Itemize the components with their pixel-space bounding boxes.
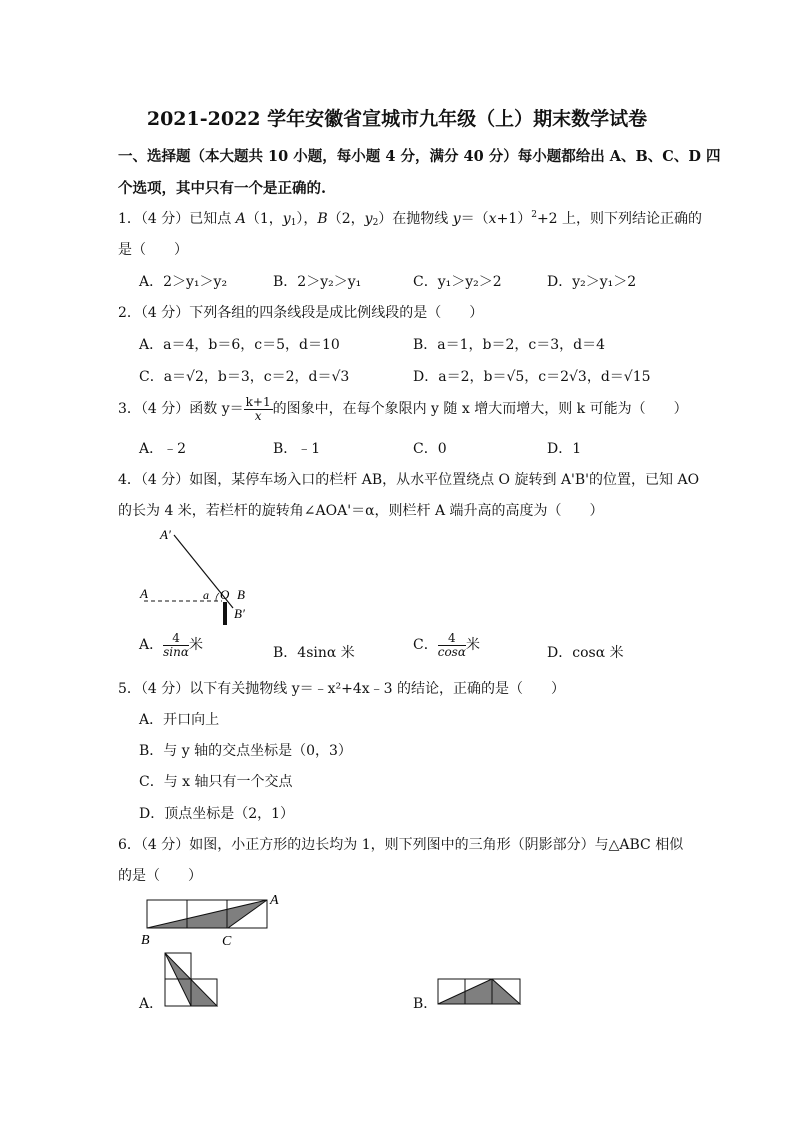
- question-6-line1: 6．（4 分）如图，小正方形的边长均为 1，则下列图中的三角形（阴影部分）与△ABC 相似: [118, 837, 684, 853]
- fig6-label-b: B: [141, 933, 150, 948]
- question-1-line2: 是（ ）: [118, 242, 188, 258]
- question-3-option-a: A．﹣2: [139, 441, 187, 457]
- question-3-option-c: C．0: [413, 441, 447, 457]
- question-2-option-d: D．a＝2，b＝√5，c＝2√3，d＝√15: [413, 369, 651, 385]
- fig6-label-a: A: [270, 893, 279, 908]
- option-a-denominator: sinα: [163, 644, 189, 659]
- question-3-stem: [118, 396, 688, 422]
- question-5-option-a: A．开口向上: [139, 712, 220, 728]
- question-4-line1: 4．（4 分）如图，某停车场入口的栏杆 AB，从水平位置绕点 O 旋转到 A'B'的位置，已知 AO: [118, 472, 700, 488]
- question-5-stem: 5．（4 分）以下有关抛物线 y＝﹣x²+4x﹣3 的结论，正确的是（ ）: [118, 681, 566, 697]
- section-heading-line1: 一、选择题（本大题共 10 小题，每小题 4 分，满分 40 分）每小题都给出 A、B、C、D 四: [118, 148, 721, 165]
- question-6-option-b-label: B．: [413, 996, 438, 1012]
- option-b-shaded-triangle: [438, 979, 520, 1004]
- question-2-stem: 2．（4 分）下列各组的四条线段是成比例线段的是（ ）: [118, 305, 484, 321]
- barrier-post: [223, 602, 227, 625]
- question-5-option-c: C．与 x 轴只有一个交点: [139, 774, 293, 790]
- question-3-prefix: 3．（4 分）函数 y＝: [118, 401, 244, 418]
- question-3-denominator: x: [254, 408, 262, 423]
- fig4-label-a-prime: A′: [160, 527, 171, 542]
- fig4-label-o: O: [220, 587, 230, 602]
- question-4-option-b: [273, 642, 355, 662]
- barrier-rotation-figure: [130, 522, 270, 628]
- fig4-label-a: A: [140, 586, 148, 601]
- question-6-line2: 的是（ ）: [118, 868, 202, 884]
- fig4-label-alpha: a: [203, 588, 209, 602]
- rotation-angle-arc: [216, 593, 219, 601]
- question-6-option-a-figure: [160, 950, 222, 1010]
- question-4-line2: 的长为 4 米，若栏杆的旋转角∠AOA'＝α，则栏杆 A 端升高的高度为（ ）: [118, 503, 604, 519]
- question-2-option-a: A．a＝4，b＝6，c＝5，d＝10: [139, 337, 340, 353]
- question-4-option-d: [547, 642, 624, 662]
- option-d-text: cosα 米: [572, 645, 624, 661]
- option-a-label: A．: [139, 637, 164, 654]
- option-a-numerator: 4: [163, 632, 189, 646]
- option-d-label: D．: [547, 645, 573, 661]
- question-2-option-b: B．a＝1，b＝2，c＝3，d＝4: [413, 337, 606, 353]
- section-heading-line2: 个选项，其中只有一个是正确的.: [118, 180, 327, 197]
- question-3-option-b: B．﹣1: [273, 441, 321, 457]
- question-4-option-a: [139, 632, 203, 658]
- option-c-label: C．: [413, 637, 438, 654]
- question-6-option-a-label: A．: [139, 996, 164, 1012]
- question-3-suffix: 的图象中，在每个象限内 y 随 x 增大而增大，则 k 可能为（ ）: [272, 401, 688, 418]
- fig4-label-b-prime: B′: [234, 606, 245, 621]
- question-1-stem: 1．（4 分）已知点 A（1，$y_1$），B（2，$y_2$）在抛物线 $y=(x+1)^2+2$ 上，则下列结论正确的: [118, 210, 703, 228]
- question-5-option-d: D．顶点坐标是（2，1）: [139, 806, 295, 822]
- question-1-option-a: A．2＞y₁＞y₂: [139, 274, 228, 290]
- question-1-prefix: 1．（4 分）已知点: [118, 211, 236, 227]
- option-b-text: 4sinα 米: [297, 645, 355, 661]
- option-b-label: B．: [273, 645, 298, 661]
- option-c-unit: 米: [465, 637, 480, 654]
- question-6-option-b-figure: [434, 975, 526, 1009]
- page-title: 2021-2022 学年安徽省宣城市九年级（上）期末数学试卷: [146, 108, 648, 130]
- question-1-option-d: D．y₂＞y₁＞2: [547, 274, 637, 290]
- question-1-option-b: B．2＞y₂＞y₁: [273, 274, 362, 290]
- question-5-option-b: B．与 y 轴的交点坐标是（0，3）: [139, 743, 352, 759]
- question-3-numerator: k+1: [245, 395, 271, 409]
- question-3-fraction: [244, 396, 273, 422]
- question-2-option-c: C．a＝√2，b＝3，c＝2，d＝√3: [139, 369, 350, 385]
- fig4-label-b: B: [237, 587, 245, 602]
- question-1-option-c: C．y₁＞y₂＞2: [413, 274, 502, 290]
- option-a-unit: 米: [188, 637, 203, 654]
- question-3-option-d: D．1: [547, 441, 582, 457]
- fig6-label-c: C: [222, 934, 232, 949]
- question-4-option-c: [413, 632, 480, 658]
- option-c-denominator: cosα: [437, 644, 466, 659]
- option-c-numerator: 4: [438, 632, 466, 646]
- triangle-abc-grid-figure: [138, 888, 288, 950]
